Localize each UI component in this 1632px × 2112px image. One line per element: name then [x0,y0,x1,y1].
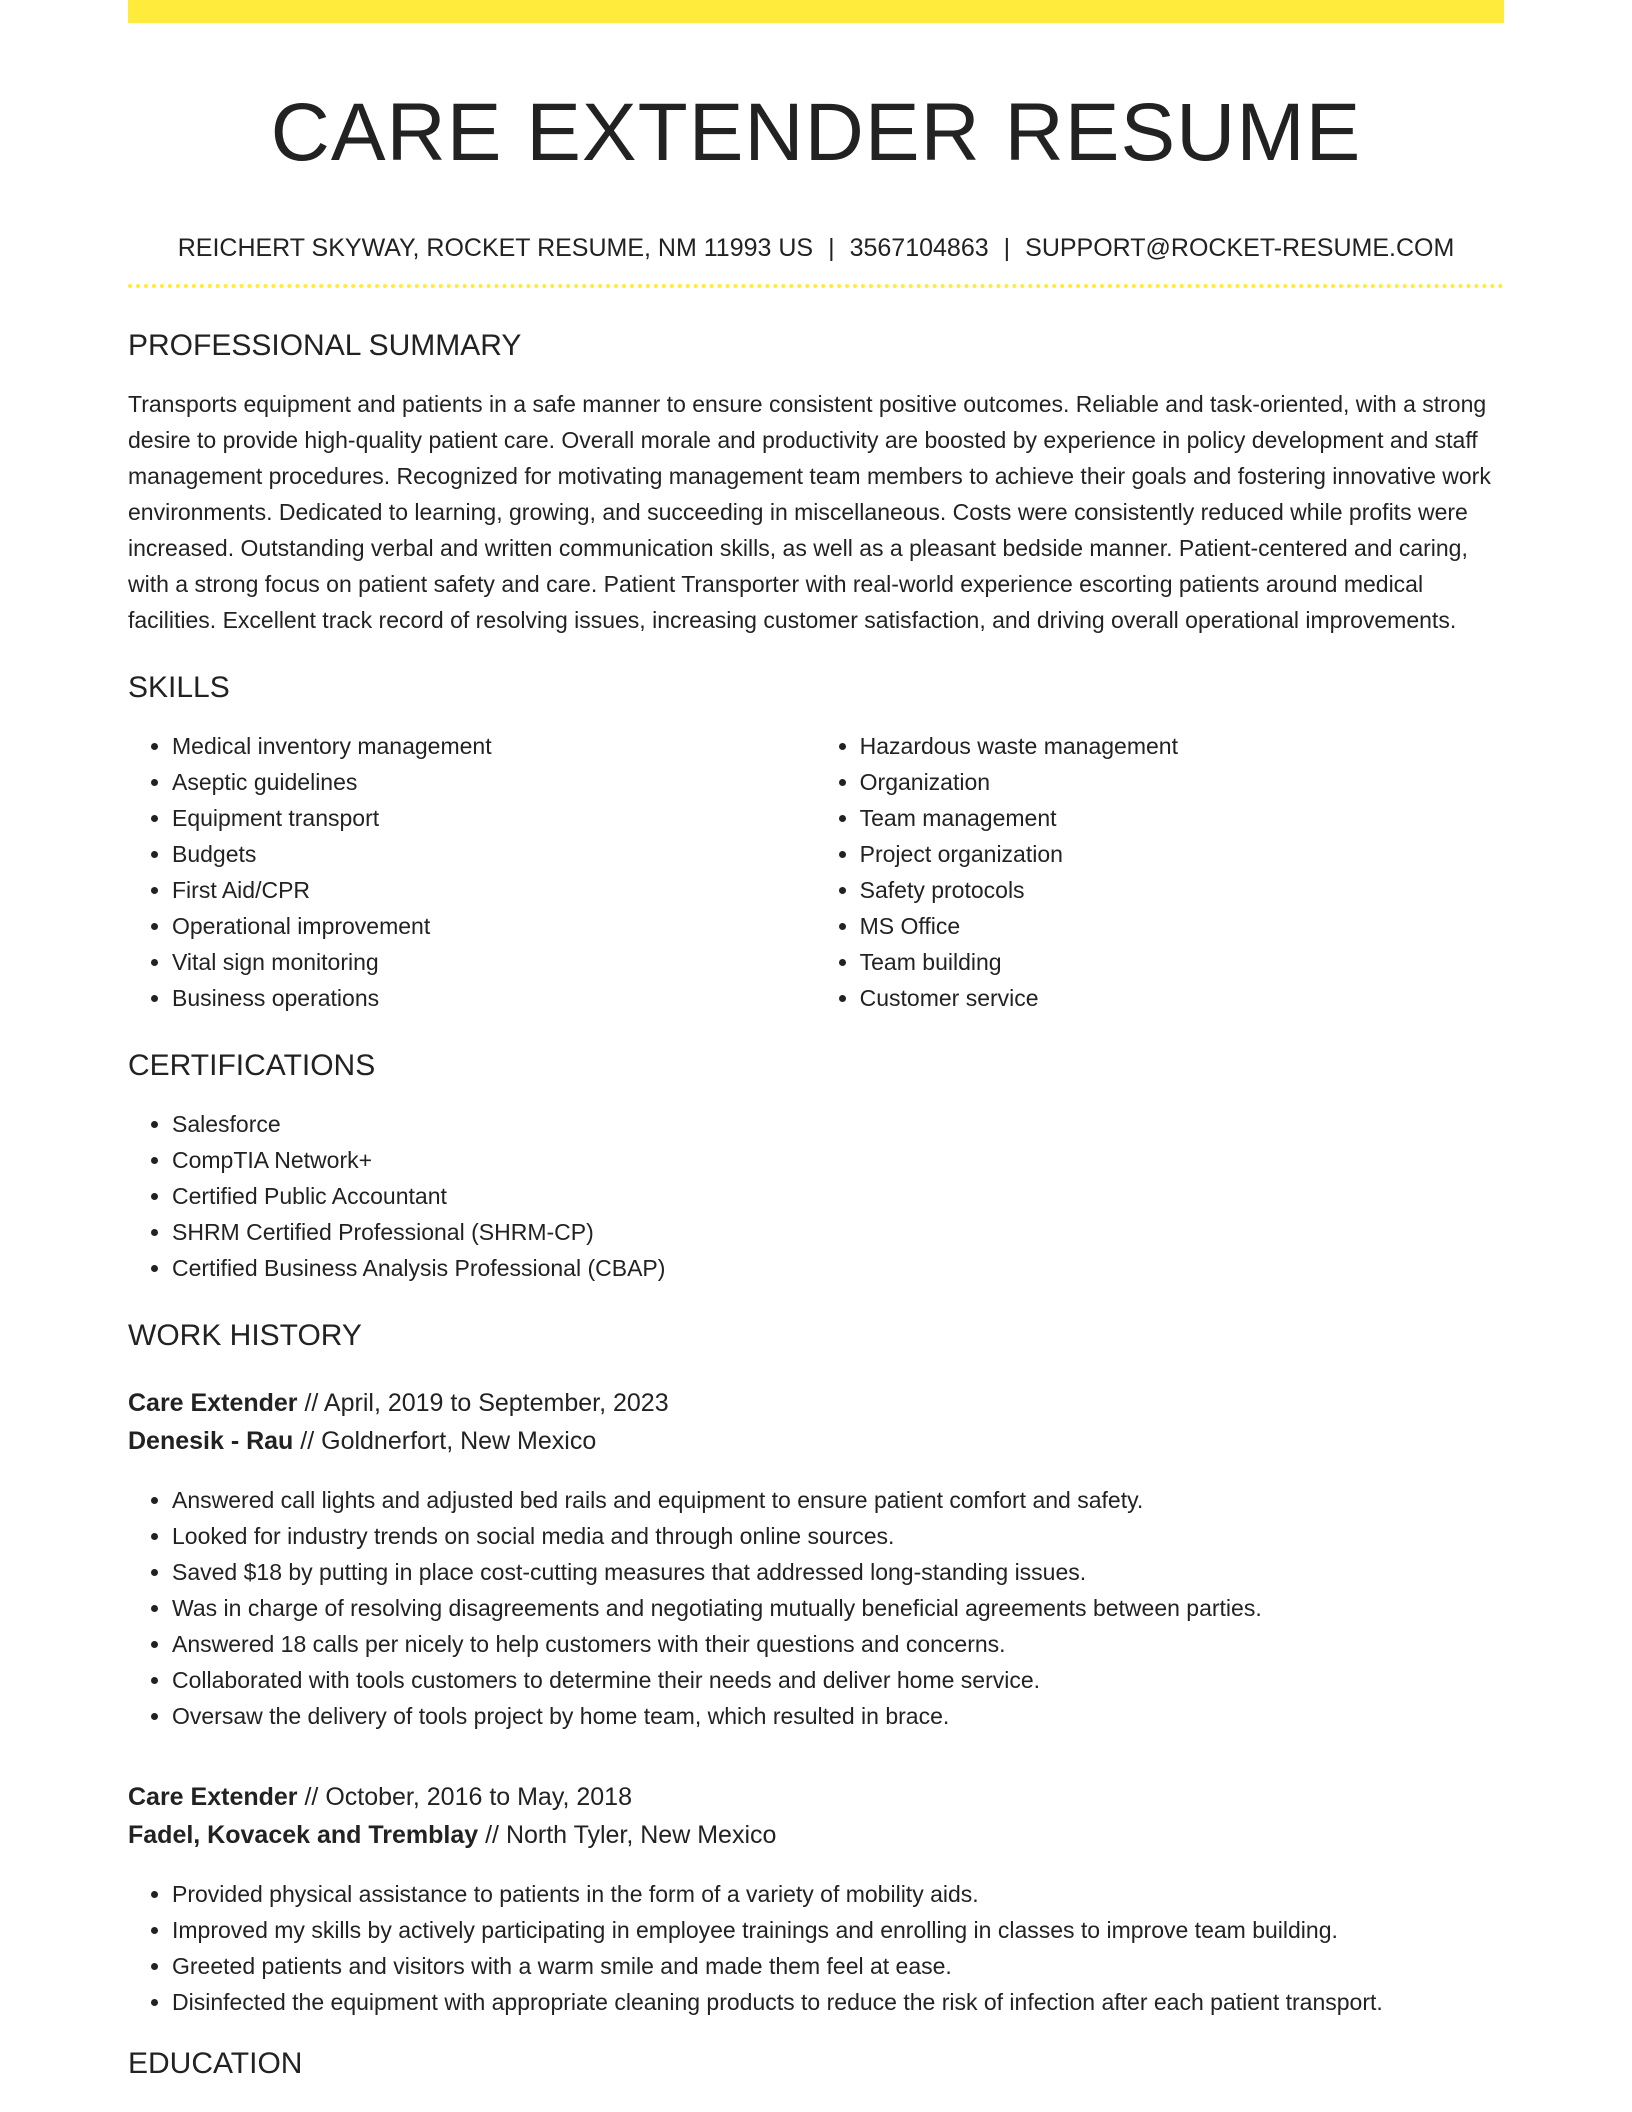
job-company: Denesik - Rau [128,1427,294,1455]
job-entry [128,1778,1504,2020]
certification-item: • Certified Business Analysis Professional (CBAP) [172,1250,1504,1286]
skills-list-left [128,728,838,1016]
job-bullets [128,1876,1504,2020]
accent-bar [128,0,1504,23]
job-role-line [128,1778,1504,1816]
skill-item: • Medical inventory management [172,728,838,764]
job-company: Fadel, Kovacek and Tremblay [128,1821,479,1849]
contact-phone: 3567104863 [849,234,989,262]
job-bullets [128,1482,1504,1734]
contact-email: SUPPORT@ROCKET-RESUME.COM [1025,234,1455,262]
job-bullet: • Was in charge of resolving disagreements and negotiating mutually beneficial agreements between parties. [172,1590,1504,1626]
job-entry [128,1384,1504,1734]
certification-item: • Salesforce [172,1106,1504,1142]
skill-item: • Team building [860,944,1504,980]
certification-item: • SHRM Certified Professional (SHRM-CP) [172,1214,1504,1250]
skill-item: • Customer service [860,980,1504,1016]
job-bullet: • Disinfected the equipment with appropriate cleaning products to reduce the risk of infection after each patient transport. [172,1984,1504,2020]
job-bullet: • Collaborated with tools customers to determine their needs and deliver home service. [172,1662,1504,1698]
skill-item: • Equipment transport [172,800,838,836]
certifications-list [128,1106,1504,1286]
contact-separator: | [828,234,835,262]
skill-item: • First Aid/CPR [172,872,838,908]
skill-item: • Team management [860,800,1504,836]
job-role: Care Extender [128,1783,298,1811]
skills-list-right [838,728,1504,1016]
resume-content [128,23,1504,2082]
skill-item: • Operational improvement [172,908,838,944]
job-dates: // October, 2016 to May, 2018 [297,1783,632,1811]
job-bullet: • Provided physical assistance to patients in the form of a variety of mobility aids. [172,1876,1504,1912]
dotted-divider [128,284,1504,288]
job-role: Care Extender [128,1389,298,1417]
summary-text: Transports equipment and patients in a safe manner to ensure consistent positive outcomes. Reliable and task-oriented, with a strong desire to provide high-quality patient care. Overall morale and productivity are boosted by experience in policy development and staff management procedures. Recognized for motivating management team members to achieve their goals and fostering innovative work environments. Dedicated to learning, growing, and succeeding in miscellaneous. Costs were consistently reduced while profits were increased. Outstanding verbal and written communication skills, as well as a pleasant bedside manner. Patient-centered and caring, with a strong focus on patient safety and care. Patient Transporter with real-world experience escorting patients around medical facilities. Excellent track record of resolving issues, increasing customer satisfaction, and driving overall operational improvements. [128,391,1491,633]
skill-item: • Hazardous waste management [860,728,1504,764]
skill-item: • Budgets [172,836,838,872]
job-bullet: • Greeted patients and visitors with a warm smile and made them feel at ease. [172,1948,1504,1984]
skills-columns [128,706,1504,1016]
skill-item: • Business operations [172,980,838,1016]
skill-item: • Vital sign monitoring [172,944,838,980]
job-bullet: • Answered 18 calls per nicely to help customers with their questions and concerns. [172,1626,1504,1662]
contact-line [128,233,1504,263]
skill-item: • Safety protocols [860,872,1504,908]
contact-separator: | [1003,234,1011,262]
certification-item: • CompTIA Network+ [172,1142,1504,1178]
job-location: // Goldnerfort, New Mexico [293,1427,597,1455]
job-company-line [128,1816,1504,1854]
summary-heading: PROFESSIONAL SUMMARY [128,329,522,362]
job-bullet: • Saved $18 by putting in place cost-cutting measures that addressed long-standing issues. [172,1554,1504,1590]
resume-title: CARE EXTENDER RESUME [270,87,1362,178]
certifications-heading: CERTIFICATIONS [128,1049,376,1082]
skill-item: • Organization [860,764,1504,800]
contact-address: REICHERT SKYWAY, ROCKET RESUME, NM 11993 US [177,234,814,262]
certification-item: • Certified Public Accountant [172,1178,1504,1214]
job-location: // North Tyler, New Mexico [478,1821,777,1849]
job-dates: // April, 2019 to September, 2023 [297,1389,669,1417]
job-bullet: • Oversaw the delivery of tools project by home team, which resulted in brace. [172,1698,1504,1734]
job-role-line [128,1384,1504,1422]
job-bullet: • Answered call lights and adjusted bed rails and equipment to ensure patient comfort and safety. [172,1482,1504,1518]
skill-item: • Aseptic guidelines [172,764,838,800]
job-company-line [128,1422,1504,1460]
skill-item: • MS Office [860,908,1504,944]
work-history-heading: WORK HISTORY [128,1319,362,1352]
skill-item: • Project organization [860,836,1504,872]
job-bullet: • Improved my skills by actively participating in employee trainings and enrolling in classes to improve team building. [172,1912,1504,1948]
skills-heading: SKILLS [128,671,230,704]
education-heading: EDUCATION [128,2047,303,2080]
job-bullet: • Looked for industry trends on social media and through online sources. [172,1518,1504,1554]
